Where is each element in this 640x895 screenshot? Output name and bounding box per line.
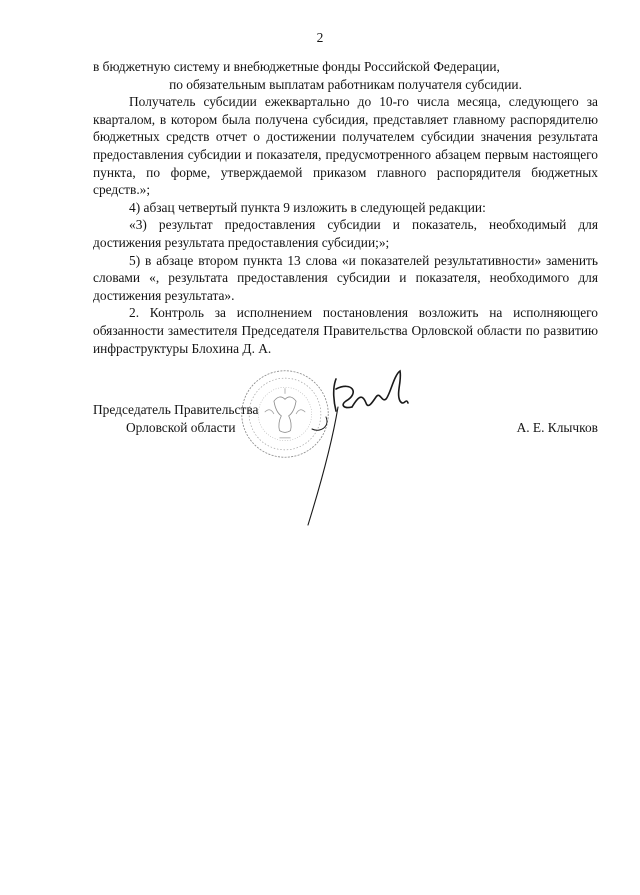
signatory-name: А. Е. Клычков xyxy=(516,419,598,435)
page-number: 2 xyxy=(316,30,324,45)
signatory-title-line1: Председатель Правительства xyxy=(93,402,259,417)
paragraph-item-5: 5) в абзаце втором пункта 13 слова «и показателей результативности» заменить словами «, результата предоставления субсидии и показателя, необходимого для достижения результата». xyxy=(93,252,598,303)
paragraph-continuation-end: по обязательным выплатам работникам получателя субсидии. xyxy=(169,76,522,92)
paragraph-report: Получатель субсидии ежеквартально до 10-го числа месяца, следующего за кварталом, в котором была получена субсидия, представляет главному распорядителю бюджетных средств отчет о достижении получателем субсидии значения результата предоставления субсидии и показателя, предусмотренного абзацем первым настоящего пункта, по форме, утверждаемой приказом главного распорядителя бюджетных средств.»; xyxy=(93,94,598,198)
paragraph-item-4: 4) абзац четвертый пункта 9 изложить в следующей редакции: xyxy=(129,199,486,215)
paragraph-continuation: в бюджетную систему и внебюджетные фонды Российской Федерации, xyxy=(93,59,500,74)
paragraph-quote-3: «3) результат предоставления субсидии и показатель, необходимый для достижения результата предоставления субсидии;»; xyxy=(93,217,598,250)
signature-block xyxy=(93,401,598,521)
document-body xyxy=(93,58,598,357)
handwritten-signature xyxy=(290,367,420,529)
signatory-title-line2: Орловской области xyxy=(126,419,236,435)
paragraph-item-2-control: 2. Контроль за исполнением постановления возложить на исполняющего обязанности заместителя Председателя Правительства Орловской области по развитию инфраструктуры Блохина Д. А. xyxy=(93,305,598,356)
